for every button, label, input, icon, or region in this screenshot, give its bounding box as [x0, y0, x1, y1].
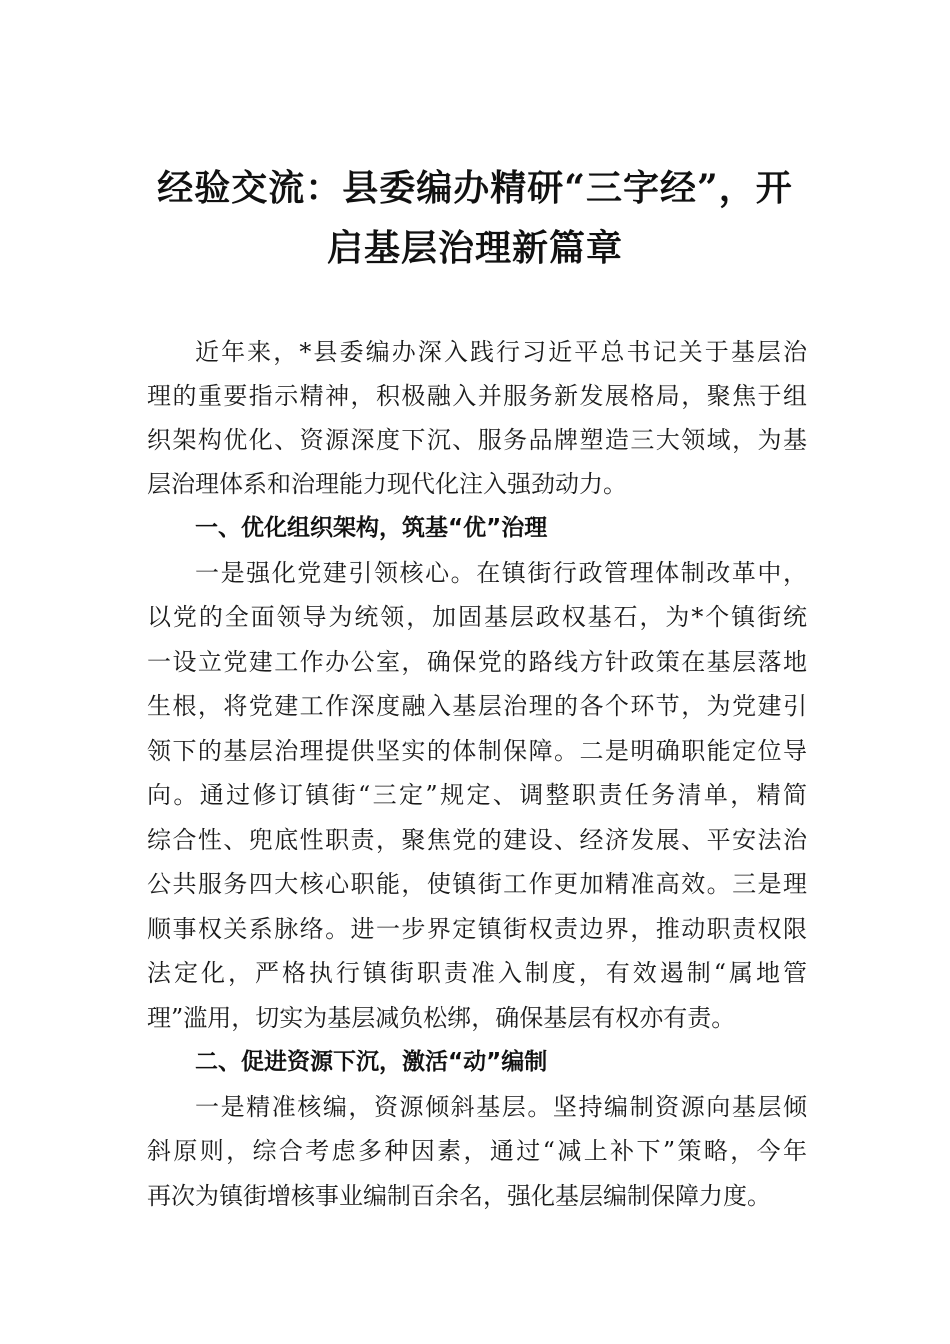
paragraph-line: 一是强化党建引领核心。在镇街行政管理体制改革中， [195, 559, 807, 587]
document-title-line-1: 经验交流：县委编办精研“三字经”，开 [157, 167, 793, 209]
paragraph-line: 一是精准核编，资源倾斜基层。坚持编制资源向基层倾 [195, 1093, 807, 1121]
paragraph-line: 综合性、兜底性职责，聚焦党的建设、经济发展、平安法治 [147, 826, 807, 854]
paragraph-line: 近年来，*县委编办深入践行习近平总书记关于基层治 [195, 338, 807, 366]
paragraph-line: 顺事权关系脉络。进一步界定镇街权责边界，推动职责权限 [147, 915, 807, 943]
paragraph-line: 向。通过修订镇街“三定”规定、调整职责任务清单，精简 [147, 781, 807, 809]
section-heading-2: 二、促进资源下沉，激活“动”编制 [195, 1049, 548, 1075]
paragraph-line: 以党的全面领导为统领，加固基层政权基石，为*个镇街统 [147, 603, 807, 631]
paragraph-line: 理”滥用，切实为基层减负松绑，确保基层有权亦有责。 [147, 1004, 736, 1032]
document-title-line-2: 启基层治理新篇章 [326, 227, 623, 269]
paragraph-line: 织架构优化、资源深度下沉、服务品牌塑造三大领域，为基 [147, 426, 807, 454]
paragraph-line: 理的重要指示精神，积极融入并服务新发展格局，聚焦于组 [147, 382, 807, 410]
paragraph-line: 公共服务四大核心职能，使镇街工作更加精准高效。三是理 [147, 870, 807, 898]
paragraph-line: 斜原则，综合考虑多种因素，通过“减上补下”策略，今年 [147, 1137, 807, 1165]
section-heading-1: 一、优化组织架构，筑基“优”治理 [195, 515, 548, 541]
paragraph-line: 一设立党建工作办公室，确保党的路线方针政策在基层落地 [147, 648, 807, 676]
paragraph-line: 领下的基层治理提供坚实的体制保障。二是明确职能定位导 [147, 737, 807, 765]
paragraph-line: 层治理体系和治理能力现代化注入强劲动力。 [147, 470, 627, 498]
paragraph-line: 再次为镇街增核事业编制百余名，强化基层编制保障力度。 [147, 1182, 771, 1210]
paragraph-line: 法定化，严格执行镇街职责准入制度，有效遏制“属地管 [147, 959, 807, 987]
paragraph-line: 生根，将党建工作深度融入基层治理的各个环节，为党建引 [147, 692, 807, 720]
